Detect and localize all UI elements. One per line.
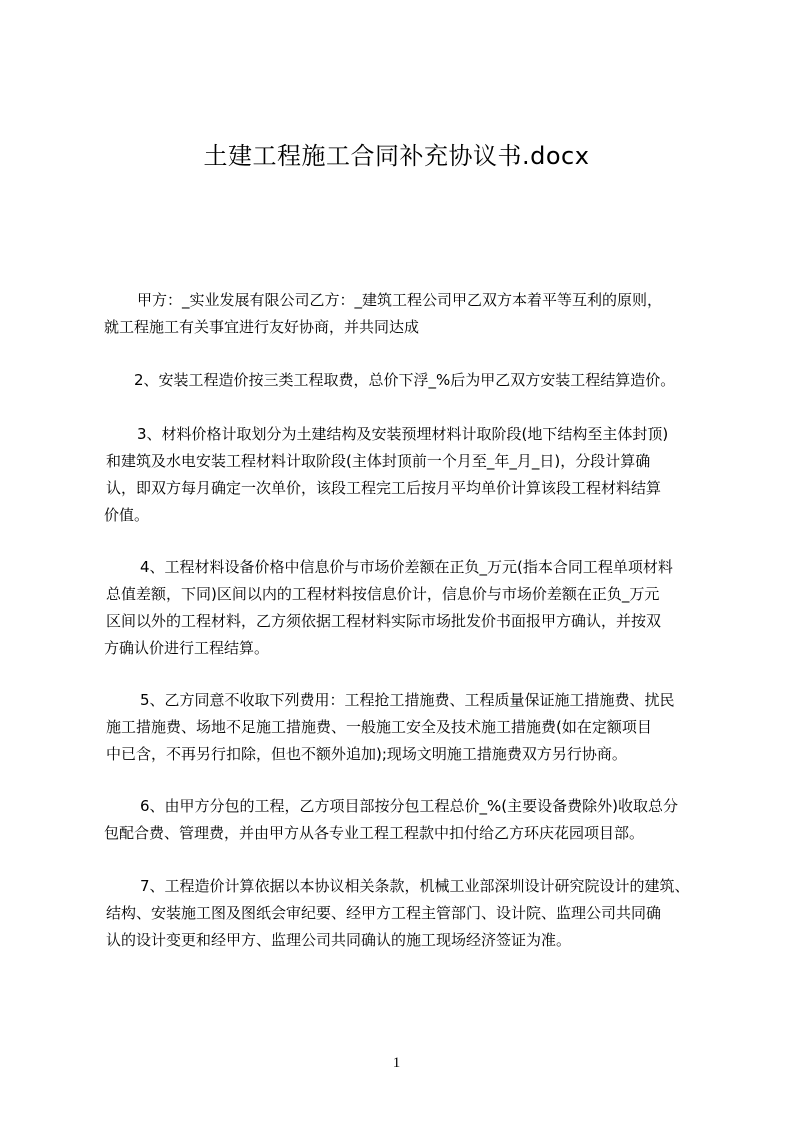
paragraph-line: 7、工程造价计算依据以本协议相关条款，机械工业部深圳设计研究院设计的建筑、 — [140, 877, 690, 895]
paragraph-line: 2、安装工程造价按三类工程取费，总价下浮_%后为甲乙双方安装工程结算造价。 — [134, 371, 676, 389]
paragraph-line: 甲方：_实业发展有限公司乙方：_建筑工程公司甲乙双方本着平等互利的原则， — [137, 291, 663, 309]
paragraph-line: 施工措施费、场地不足施工措施费、一般施工安全及技术施工措施费(如在定额项目 — [106, 718, 652, 736]
paragraph-clause-2 — [104, 367, 724, 394]
paragraph-line: 结构、安装施工图及图纸会审纪要、经甲方工程主管部门、设计院、监理公司共同确 — [106, 904, 662, 922]
paragraph-line: 总值差额，下同)区间以内的工程材料按信息价计，信息价与市场价差额在正负_万元 — [106, 585, 660, 603]
paragraph-line: 包配合费、管理费，并由甲方从各专业工程工程款中扣付给乙方环庆花园项目部。 — [104, 824, 645, 842]
paragraph-line: 区间以外的工程材料，乙方须依据工程材料实际市场批发价书面报甲方确认，并按双 — [106, 612, 662, 630]
paragraph-line: 3、材料价格计取划分为土建结构及安装预埋材料计取阶段(地下结构至主体封顶) — [137, 425, 669, 443]
paragraph-clause-7 — [104, 873, 724, 954]
paragraph-line: 认，即双方每月确定一次单价，该段工程完工后按月平均单价计算该段工程材料结算 — [106, 479, 662, 497]
paragraph-line: 中已含，不再另行扣除，但也不额外追加);现场文明施工措施费双方另行协商。 — [106, 745, 627, 763]
paragraph-line: 价值。 — [104, 506, 150, 524]
paragraph-clause-6 — [104, 793, 724, 847]
paragraph-line: 5、乙方同意不收取下列费用：工程抢工措施费、工程质量保证施工措施费、扰民 — [140, 691, 675, 709]
paragraph-line: 6、由甲方分包的工程，乙方项目部按分包工程总价_%(主要设备费除外)收取总分 — [140, 797, 679, 815]
paragraph-line: 就工程施工有关事宜进行友好协商，并共同达成 — [104, 318, 420, 336]
paragraph-clause-4 — [104, 554, 724, 662]
document-title: 土建工程施工合同补充协议书.docx — [203, 142, 590, 170]
paragraph-line: 认的设计变更和经甲方、监理公司共同确认的施工现场经济签证为准。 — [106, 931, 572, 949]
paragraph-clause-5 — [104, 687, 724, 768]
paragraph-parties — [104, 287, 724, 341]
page-number: 1 — [392, 1055, 401, 1071]
paragraph-line: 和建筑及水电安装工程材料计取阶段(主体封顶前一个月至_年_月_日)，分段计算确 — [106, 452, 651, 470]
paragraph-clause-3 — [104, 421, 724, 529]
paragraph-line: 方确认价进行工程结算。 — [104, 639, 270, 657]
paragraph-line: 4、工程材料设备价格中信息价与市场价差额在正负_万元(指本合同工程单项材料 — [140, 558, 673, 576]
